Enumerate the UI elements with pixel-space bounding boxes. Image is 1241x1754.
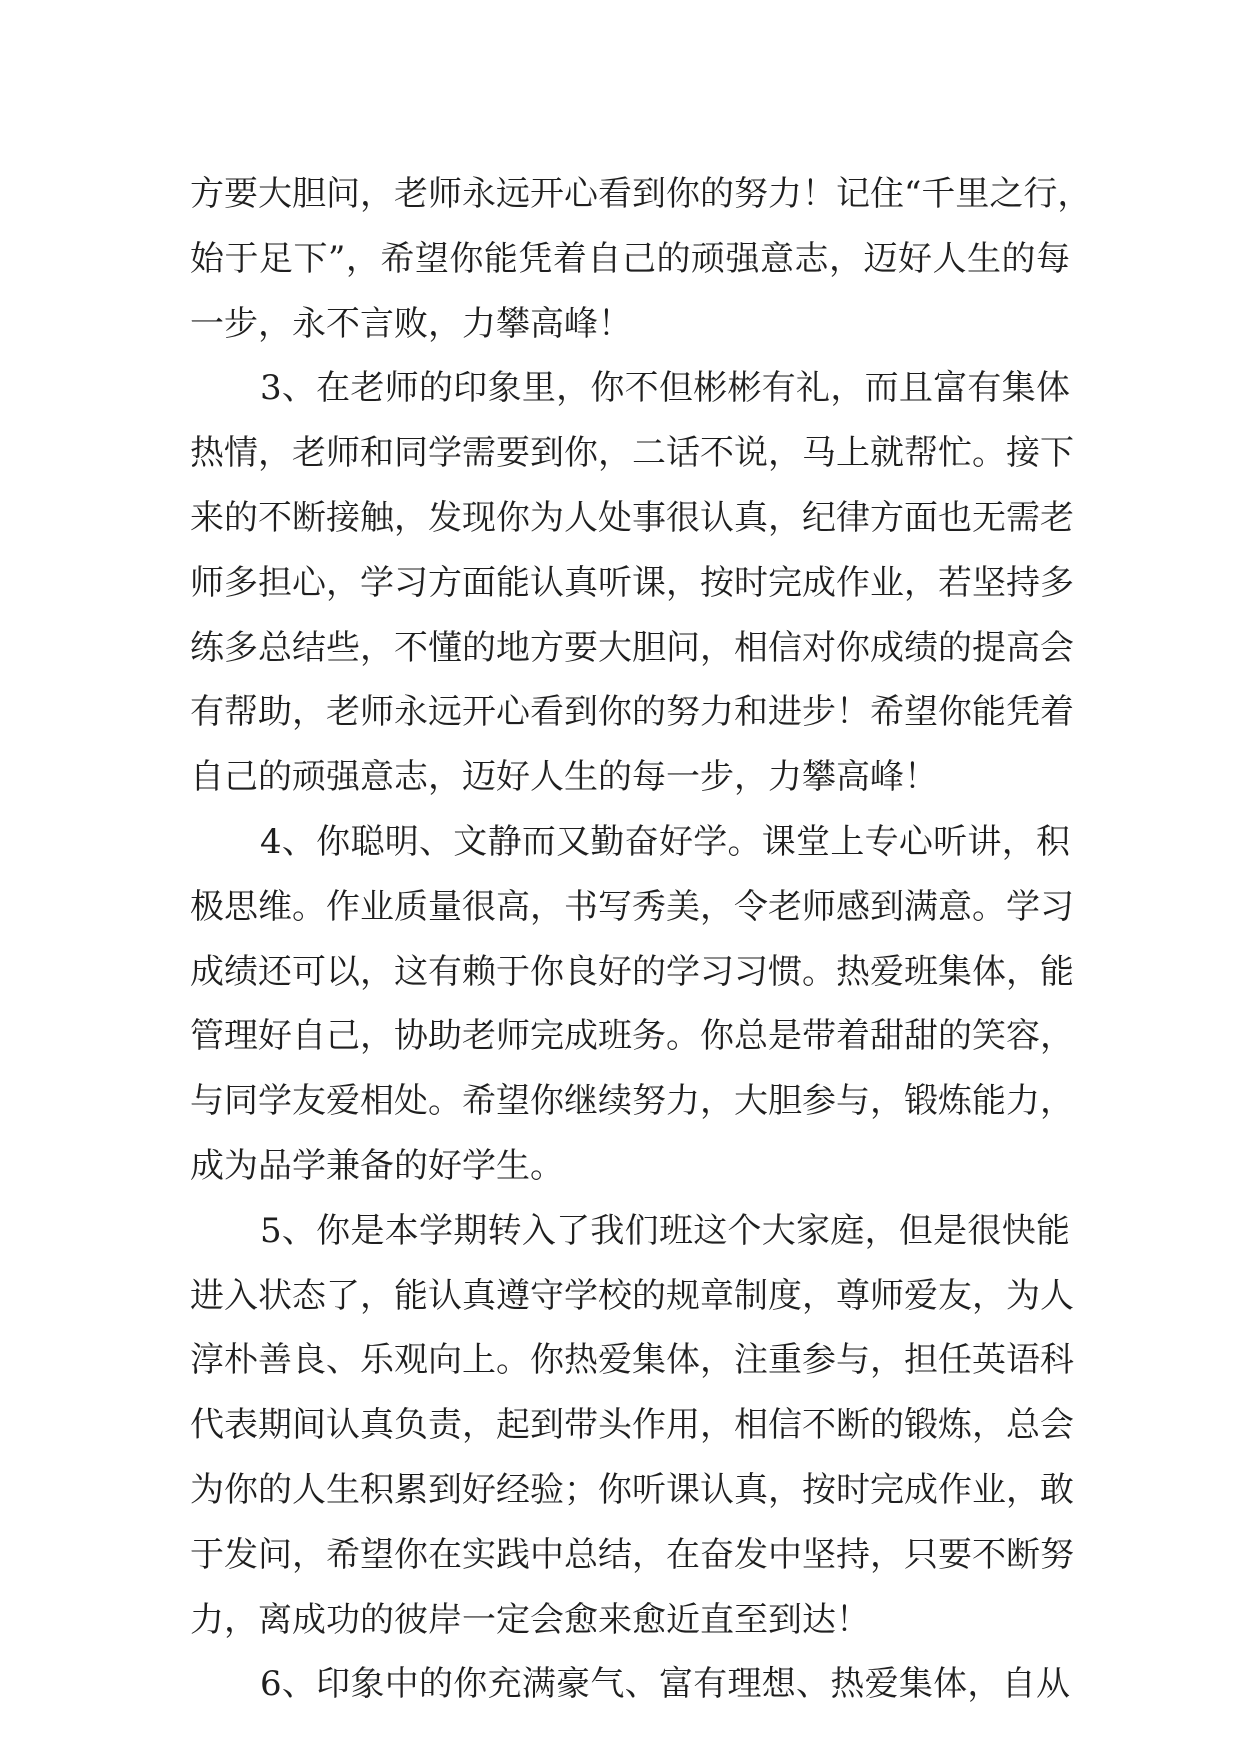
text-line: 练多总结些，不懂的地方要大胆问，相信对你成绩的提高会 bbox=[190, 627, 1074, 668]
text-line: 成绩还可以，这有赖于你良好的学习习惯。热爱班集体，能 bbox=[190, 951, 1074, 992]
text-line: 成为品学兼备的好学生。 bbox=[190, 1145, 564, 1186]
text-line: 管理好自己，协助老师完成班务。你总是带着甜甜的笑容， bbox=[190, 1016, 1074, 1057]
text-line: 进入状态了，能认真遵守学校的规章制度，尊师爱友，为人 bbox=[190, 1275, 1074, 1316]
text-line: 与同学友爱相处。希望你继续努力，大胆参与，锻炼能力， bbox=[190, 1081, 1074, 1122]
paragraph-3-first-line: 3、在老师的印象里，你不但彬彬有礼，而且富有集体 bbox=[260, 368, 1070, 409]
text-line: 来的不断接触，发现你为人处事很认真，纪律方面也无需老 bbox=[190, 497, 1074, 538]
text-line: 热情，老师和同学需要到你，二话不说，马上就帮忙。接下 bbox=[190, 433, 1074, 474]
document-body bbox=[190, 162, 1092, 1717]
paragraph-4-first-line: 4、你聪明、文静而又勤奋好学。课堂上专心听讲，积 bbox=[260, 821, 1070, 862]
text-line: 为你的人生积累到好经验；你听课认真，按时完成作业，敢 bbox=[190, 1469, 1074, 1510]
text-line: 淳朴善良、乐观向上。你热爱集体，注重参与，担任英语科 bbox=[190, 1340, 1074, 1381]
text-line: 力，离成功的彼岸一定会愈来愈近直至到达！ bbox=[190, 1599, 870, 1640]
text-line: 始于足下”，希望你能凭着自己的顽强意志，迈好人生的每 bbox=[190, 238, 1070, 279]
text-line: 极思维。作业质量很高，书写秀美，令老师感到满意。学习 bbox=[190, 886, 1074, 927]
text-line: 方要大胆问，老师永远开心看到你的努力！记住“千里之行， bbox=[190, 174, 1092, 214]
text-line: 代表期间认真负责，起到带头作用，相信不断的锻炼，总会 bbox=[190, 1405, 1074, 1446]
text-line: 有帮助，老师永远开心看到你的努力和进步！希望你能凭着 bbox=[190, 692, 1074, 733]
paragraph-6-first-line: 6、印象中的你充满豪气、富有理想、热爱集体，自从 bbox=[260, 1664, 1070, 1705]
text-line: 师多担心，学习方面能认真听课，按时完成作业，若坚持多 bbox=[190, 562, 1074, 603]
text-line: 自己的顽强意志，迈好人生的每一步，力攀高峰！ bbox=[190, 757, 938, 798]
paragraph-5-first-line: 5、你是本学期转入了我们班这个大家庭，但是很快能 bbox=[260, 1210, 1070, 1251]
text-line: 于发问，希望你在实践中总结，在奋发中坚持，只要不断努 bbox=[190, 1534, 1074, 1575]
text-line: 一步，永不言败，力攀高峰！ bbox=[190, 303, 632, 344]
